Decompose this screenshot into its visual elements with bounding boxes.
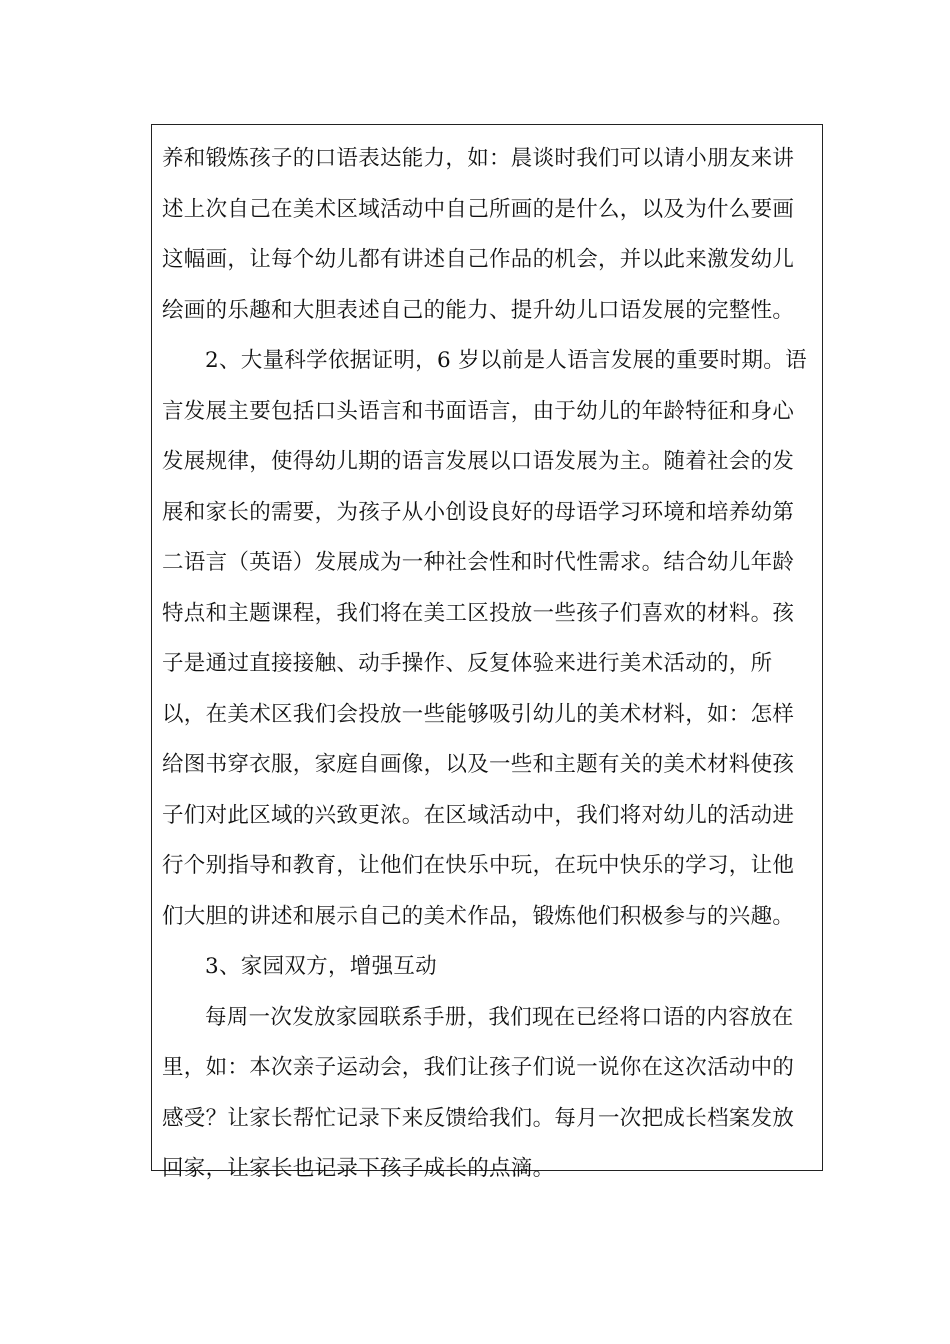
- document-body: [162, 134, 818, 1195]
- text-line: 里，如：本次亲子运动会，我们让孩子们说一说你在这次活动中的: [162, 1055, 795, 1080]
- text-line: 述上次自己在美术区域活动中自己所画的是什么，以及为什么要画: [162, 196, 795, 222]
- text-line: 感受？让家长帮忙记录下来反馈给我们。每月一次把成长档案发放: [162, 1105, 795, 1131]
- text-line: 每周一次发放家园联系手册，我们现在已经将口语的内容放在: [205, 1004, 794, 1030]
- text-line: 行个别指导和教育，让他们在快乐中玩，在玩中快乐的学习，让他: [162, 853, 795, 878]
- text-line: 这幅画，让每个幼儿都有讲述自己作品的机会，并以此来激发幼儿: [162, 247, 795, 272]
- text-line: 子是通过直接接触、动手操作、反复体验来进行美术活动的，所: [162, 651, 773, 676]
- text-line: 二语言（英语）发展成为一种社会性和时代性需求。结合幼儿年龄: [162, 550, 795, 575]
- text-line: 回家，让家长也记录下孩子成长的点滴。: [162, 1156, 555, 1181]
- text-line: 给图书穿衣服，家庭自画像，以及一些和主题有关的美术材料使孩: [162, 752, 795, 777]
- text-line: 言发展主要包括口头语言和书面语言，由于幼儿的年龄特征和身心: [162, 398, 795, 424]
- text-line: 绘画的乐趣和大胆表述自己的能力、提升幼儿口语发展的完整性。: [162, 297, 795, 323]
- text-line: 2、大量科学依据证明，6 岁以前是人语言发展的重要时期。语: [205, 348, 807, 373]
- text-line: 展和家长的需要，为孩子从小创设良好的母语学习环境和培养幼第: [162, 499, 795, 525]
- text-line: 特点和主题课程，我们将在美工区投放一些孩子们喜欢的材料。孩: [162, 600, 795, 626]
- text-line: 3、家园双方，增强互动: [205, 954, 437, 979]
- text-line: 子们对此区域的兴致更浓。在区域活动中，我们将对幼儿的活动进: [162, 802, 795, 828]
- text-line: 养和锻炼孩子的口语表达能力，如：晨谈时我们可以请小朋友来讲: [162, 146, 795, 171]
- text-line: 们大胆的讲述和展示自己的美术作品，锻炼他们积极参与的兴趣。: [162, 903, 795, 929]
- text-line: 发展规律，使得幼儿期的语言发展以口语发展为主。随着社会的发: [162, 449, 795, 474]
- text-line: 以，在美术区我们会投放一些能够吸引幼儿的美术材料，如：怎样: [162, 701, 795, 727]
